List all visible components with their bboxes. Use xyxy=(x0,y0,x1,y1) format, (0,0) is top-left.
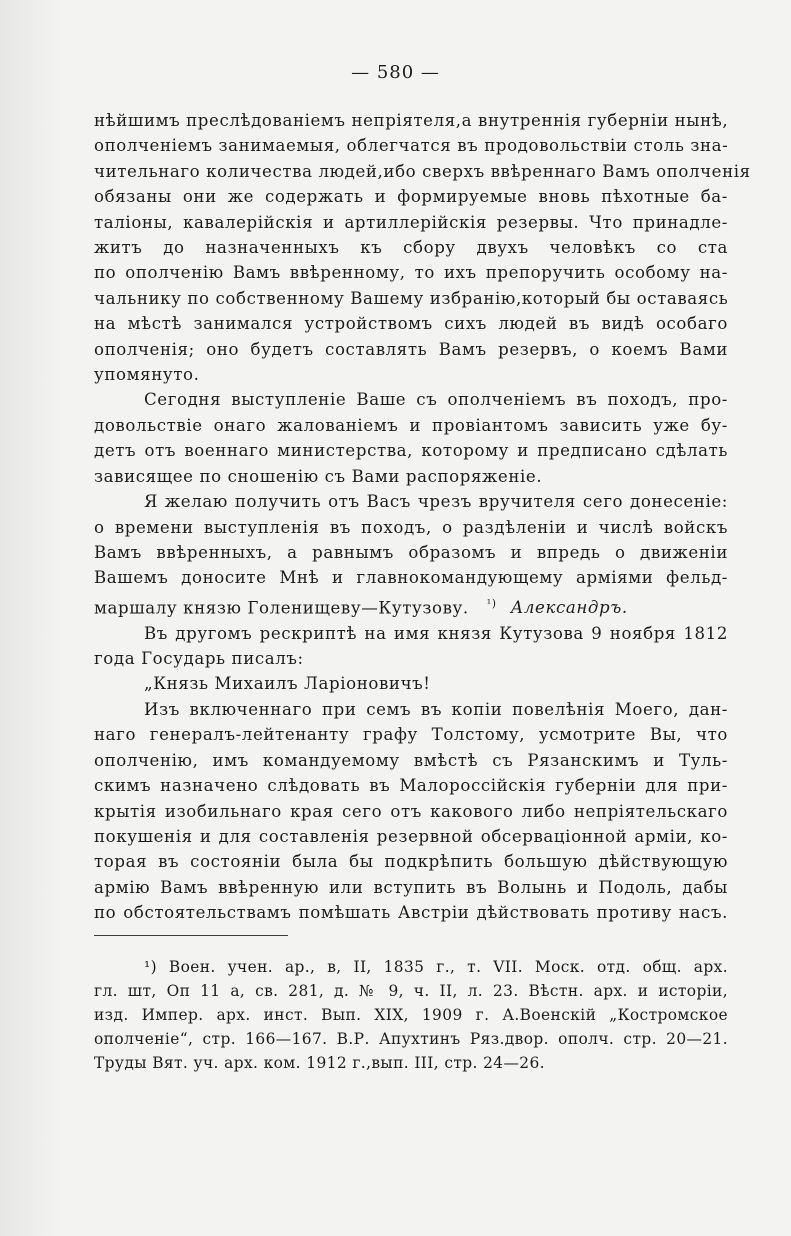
text-line: наго генералъ-лейтенанту графу Толстому, усмотрите Вы, что xyxy=(94,725,728,745)
text-line: торая въ состояніи была бы подкрѣпить большую дѣйствующую xyxy=(94,852,728,872)
text-line: Сегодня выступленіе Ваше съ ополченіемъ въ походъ, про- xyxy=(144,390,728,410)
text-line: по ополченію Вамъ ввѣренному, то ихъ препоручить особому на- xyxy=(94,263,728,283)
text-line: о времени выступленія въ походъ, о раздѣленіи и числѣ войскъ xyxy=(94,517,728,537)
text-line: Изъ включеннаго при семъ въ копіи повелѣнія Моего, дан- xyxy=(144,699,728,719)
text-line: чальнику по собственному Вашему избранію,который бы оставаясь xyxy=(94,288,729,308)
footnote-line: ополченіе“, стр. 166—167. В.Р. Апухтинъ Ряз.двор. ополч. стр. 20—21. xyxy=(94,1030,728,1048)
text-line: скимъ назначено слѣдовать въ Малороссійскія губерніи для при- xyxy=(94,776,728,796)
text-line: обязаны они же содержать и формируемые вновь пѣхотные ба- xyxy=(94,187,728,207)
text-line: Я желаю получить отъ Васъ чрезъ вручителя сего донесеніе: xyxy=(144,492,728,512)
text-line: чительнаго количества людей,ибо сверхъ ввѣреннаго Вамъ ополченія xyxy=(94,161,751,181)
text-line: упомянуто. xyxy=(94,365,200,385)
text-line-with-signature xyxy=(94,591,728,621)
text-line: ополченію, имъ командуемому вмѣстѣ съ Рязанскимъ и Туль- xyxy=(94,750,728,770)
text-line: Въ другомъ рескриптѣ на имя князя Кутузова 9 ноября 1812 xyxy=(144,623,728,643)
footnote-line: гл. шт, Оп 11 а, св. 281, д. № 9, ч. II, л. 23. Вѣстн. арх. и исторіи, xyxy=(94,982,728,1000)
page-number: — 580 — xyxy=(351,62,440,83)
footnote-line: ¹) Воен. учен. ар., в, II, 1835 г., т. VII. Моск. отд. общ. арх. xyxy=(144,958,728,976)
page-edge-shadow xyxy=(0,0,60,1236)
text-line: маршалу князю Голенищеву—Кутузову. xyxy=(94,598,469,618)
text-line: зависящее по сношенію съ Вами распоряженіе. xyxy=(94,466,543,486)
main-text xyxy=(94,108,751,926)
text-line: армію Вамъ ввѣренную или вступить въ Волынь и Подоль, дабы xyxy=(94,877,728,897)
signature: Александръ. xyxy=(510,598,628,618)
text-line: года Государь писалъ: xyxy=(94,649,304,669)
footnote-separator xyxy=(94,935,288,936)
text-line: Вашемъ доносите Мнѣ и главнокомандующему арміями фельд- xyxy=(94,568,728,588)
text-line: нѣйшимъ преслѣдованіемъ непріятеля,а внутреннія губерніи нынѣ, xyxy=(94,111,729,130)
text-line: ополченіемъ занимаемыя, облегчатся въ продовольствіи столь зна- xyxy=(94,136,729,156)
footnote-marker: ¹) xyxy=(486,596,497,610)
text-line: по обстоятельствамъ помѣшать Австріи дѣйствовать противу насъ. xyxy=(94,903,728,923)
text-line: ополченія; оно будетъ составлять Вамъ резервъ, о коемъ Вами xyxy=(94,339,728,359)
salutation: „Князь Михаилъ Ларіоновичъ! xyxy=(144,674,431,694)
text-line: таліоны, кавалерійскія и артиллерійскія резервы. Что принадле- xyxy=(94,212,728,232)
text-line: житъ до назначенныхъ къ сбору двухъ человѣкъ со ста xyxy=(94,238,728,258)
footnote-line: Труды Вят. уч. арх. ком. 1912 г.,вып. III, стр. 24—26. xyxy=(94,1054,545,1072)
text-line: детъ отъ военнаго министерства, которому и предписано сдѣлать xyxy=(94,441,728,461)
footnotes xyxy=(94,955,728,1075)
text-line: на мѣстѣ занимался устройствомъ сихъ людей въ видѣ особаго xyxy=(94,314,728,334)
text-line: крытія изобильнаго края сего отъ какового либо непріятельскаго xyxy=(94,801,728,821)
footnote-line: изд. Импер. арх. инст. Вып. XIX, 1909 г. А.Военскій „Костромское xyxy=(94,1006,728,1024)
text-line: Вамъ ввѣренныхъ, а равнымъ образомъ и впредь о движеніи xyxy=(94,542,728,562)
text-line: довольствіе онаго жалованіемъ и провіантомъ зависить уже бу- xyxy=(94,415,728,435)
text-line: покушенія и для составленія резервной обсерваціонной арміи, ко- xyxy=(94,826,728,846)
